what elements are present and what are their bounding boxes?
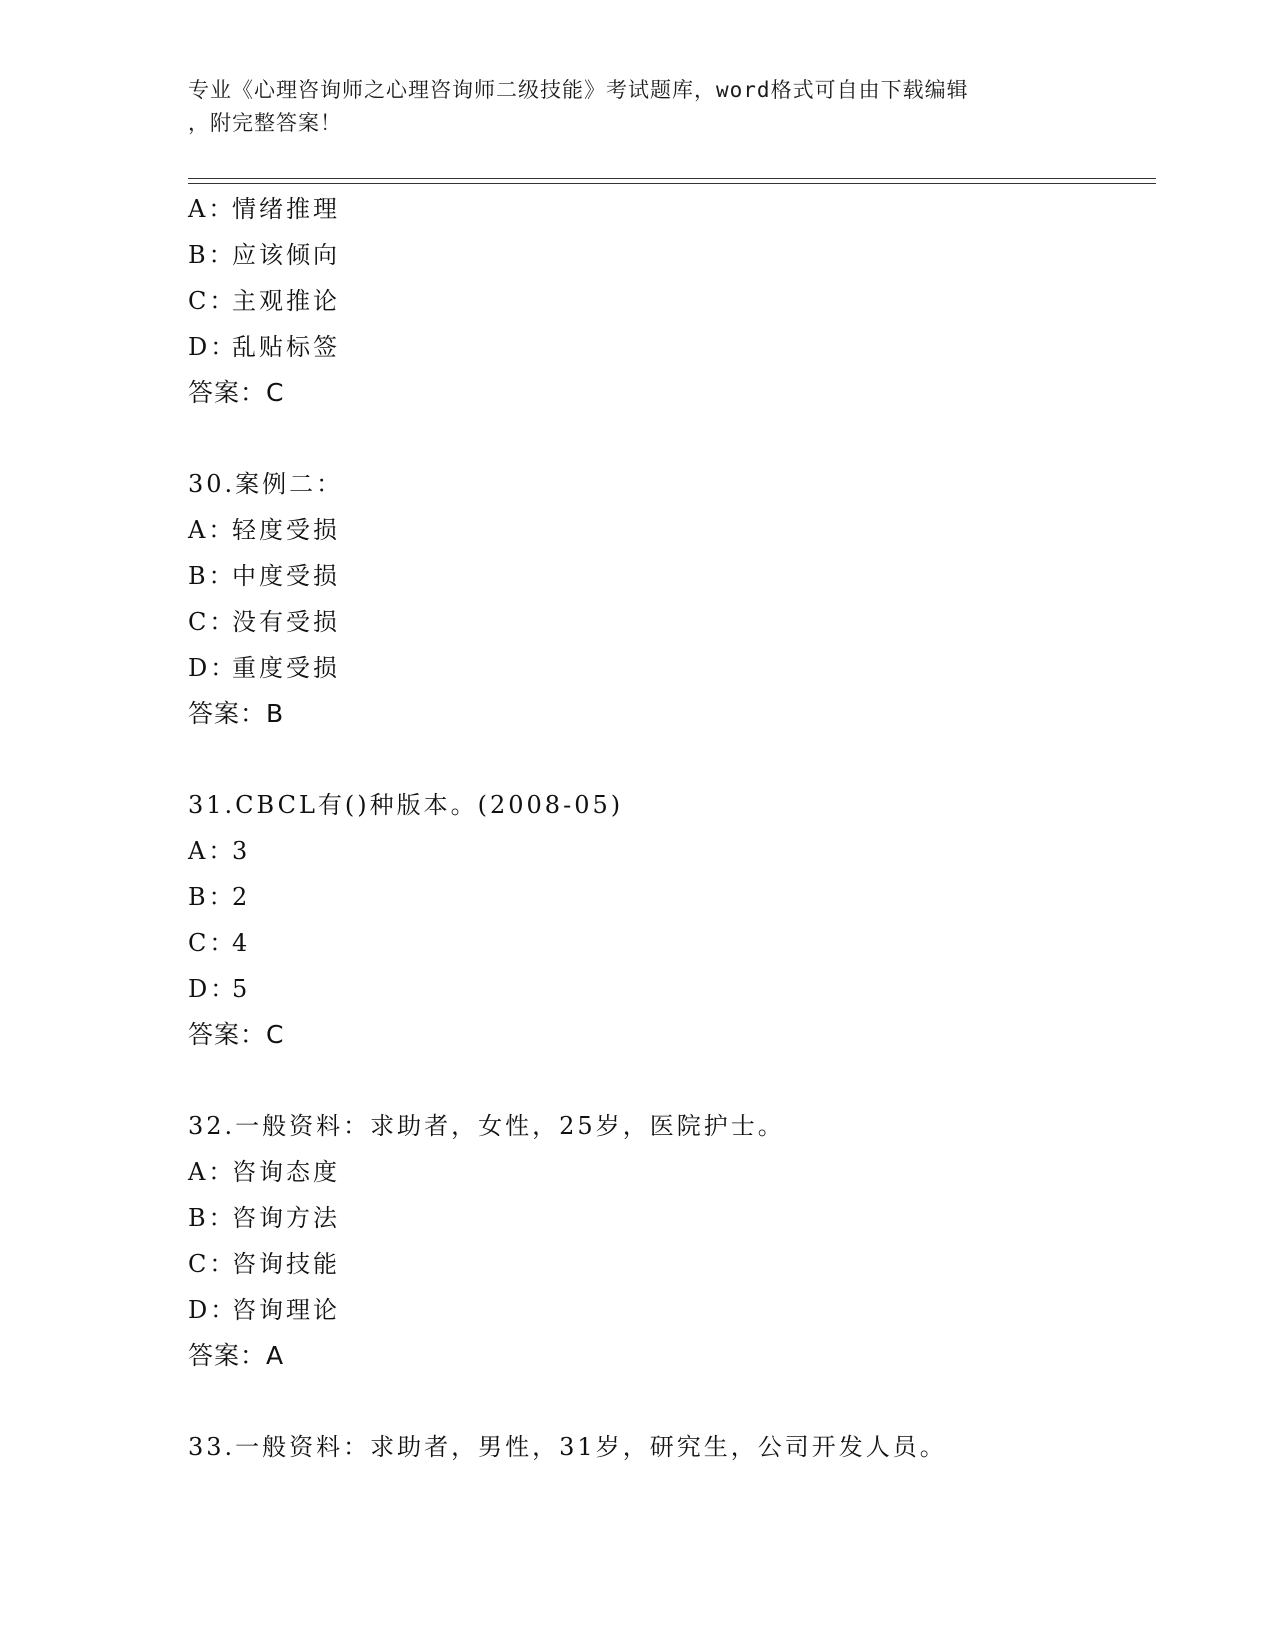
option-c: C：4 — [188, 929, 251, 957]
question-title: 31.CBCL有()种版本。(2008-05) — [188, 791, 624, 819]
option-d: D：乱贴标签 — [188, 333, 340, 361]
header-line-1: 专业《心理咨询师之心理咨询师二级技能》考试题库，word格式可自由下载编辑 — [188, 78, 969, 102]
option-d: D：5 — [188, 975, 251, 1003]
header-divider-bottom — [188, 183, 1156, 184]
answer: 答案：C — [188, 378, 285, 407]
option-b: B：2 — [188, 883, 251, 911]
option-b: B：应该倾向 — [188, 241, 340, 269]
answer: 答案：A — [188, 1341, 285, 1370]
answer: 答案：B — [188, 699, 285, 728]
header-divider-top — [188, 178, 1156, 179]
question-31 — [188, 782, 1156, 1058]
option-c: C：咨询技能 — [188, 1250, 340, 1278]
question-30 — [188, 461, 1156, 737]
option-a: A：3 — [188, 837, 251, 865]
question-title: 30.案例二： — [188, 470, 344, 498]
question-29-continuation — [188, 186, 1156, 416]
answer: 答案：C — [188, 1020, 285, 1049]
header-line-2: ，附完整答案！ — [188, 111, 342, 135]
option-c: C：主观推论 — [188, 287, 340, 315]
document-header — [188, 74, 1088, 140]
question-33 — [188, 1424, 1156, 1470]
question-title: 33.一般资料：求助者，男性，31岁，研究生，公司开发人员。 — [188, 1433, 947, 1461]
option-b: B：中度受损 — [188, 562, 340, 590]
question-list — [188, 186, 1156, 1470]
option-a: A：情绪推理 — [188, 195, 340, 223]
option-c: C：没有受损 — [188, 608, 340, 636]
option-d: D：重度受损 — [188, 654, 340, 682]
option-b: B：咨询方法 — [188, 1204, 340, 1232]
option-d: D：咨询理论 — [188, 1296, 340, 1324]
option-a: A：咨询态度 — [188, 1158, 340, 1186]
question-title: 32.一般资料：求助者，女性，25岁，医院护士。 — [188, 1112, 785, 1140]
option-a: A：轻度受损 — [188, 516, 340, 544]
question-32 — [188, 1103, 1156, 1379]
